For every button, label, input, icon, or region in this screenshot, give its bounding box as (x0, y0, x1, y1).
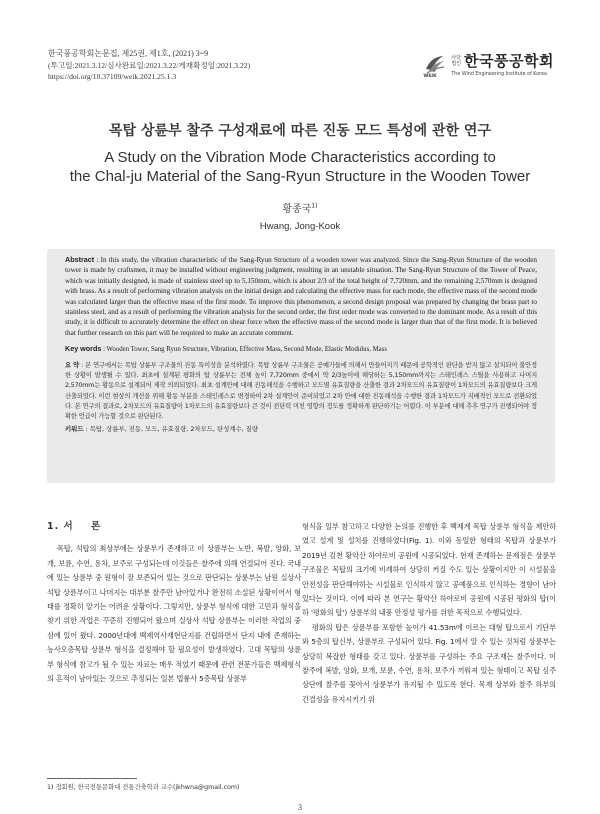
author-english: Hwang, Jong-Kook (259, 221, 341, 232)
abstract-text: : In this study, the vibration characteristic of the Sang-Ryun Structure of a wooden tower was analyzed. Since the Sang-Ryun Structure of the wooden tower is made by craftsmen, it may be installed without engineering judgment, resulting in an unstable situation. The Sang-Ryun Structure of the Tower of Peace, which was initially designed, is made of stainless steel up to 5,150mm, which is about 2/3 of the total height of 7,720mm, and the remaining 2,570mm is designed with brass. As a result of performing vibration analysis on the initial design and calculating the effective mass for each mode, the effective mass of the second mode was calculated larger than the effective mass of the first mode. To improve this phenomenon, a second design proposal was prepared by changing the brass part to stainless steel, and as a result of performing the vibration analysis for the second order, the first order mode was converted to the dominant mode. As a result of this study, it is difficult to accurately determine the effect on shear force when the effective mass of the second mode is larger than that of the first mode. It is believed that further research on this part will be required to make an accurate comment. (65, 256, 538, 337)
society-logo-block (423, 50, 554, 77)
journal-header (48, 48, 250, 83)
korean-keywords-text: : 목탑, 상륜부, 진동, 모드, 유효질량, 2차모드, 탄성계수, 질량 (85, 425, 259, 434)
society-english-name: The Wind Engineering Institute of Korea (451, 72, 547, 77)
body-column-right (302, 520, 556, 707)
section-title: 서 론 (63, 521, 102, 532)
footnote-divider (47, 778, 137, 779)
author-footnote-mark: 1) (311, 202, 318, 210)
society-abbr: WEIK (423, 74, 437, 79)
korean-keywords-label: 키워드 (65, 425, 84, 434)
journal-citation: 한국풍공학회논문집, 제25권, 제1호, (2021) 3~9 (48, 49, 209, 58)
society-korean-name: 한국풍공학회 (464, 52, 554, 70)
keywords-label: Key words (65, 344, 102, 354)
paper-title-korean: 목탑 상륜부 찰주 구성재료에 따른 진동 모드 특성에 관한 연구 (109, 123, 491, 139)
abstract-paragraph (65, 255, 537, 338)
section-heading-introduction (47, 520, 301, 534)
author-footnote: 1) 정회원, 한국전통문화대 전통건축학과 교수(jkhwna@gmail.com) (47, 784, 240, 791)
abstract-label: Abstract (65, 255, 95, 264)
abstract-box (47, 249, 555, 483)
body-column-left (47, 520, 301, 686)
corp-label: 사단 법인 (451, 54, 462, 67)
author-korean-name: 황종국 (282, 204, 312, 215)
doi-link[interactable]: https://doi.org/10.37109/weik.2021.25.1.3 (48, 72, 177, 81)
author-korean (0, 200, 600, 215)
title-en-line-1: A Study on the Vibration Mode Characteristics according to (104, 149, 496, 166)
keywords-text: : Wooden Tower, Sang Ryun Structure, Vibration, Effective Mass, Second Mode, Elastic Modulus, Mass (103, 346, 387, 354)
korean-keywords-line (65, 424, 537, 434)
korean-abstract-text: : 본 연구에서는 목탑 상륜부 구조물의 진동 특이성을 분석하였다. 목탑 상륜부 구조물은 공예가들에 의해서 만들어지기 때문에 공학적인 판단을 받지 않고 설치되어 불안정한 상황이 발생될 수 있다. 최초에 설계된 평화의 탑 상륜부는 전체 높이 7,720mm 중에서 약 2/3높이에 해당하는 5,150mm까지는 스테인레스 스틸을 사용하고 나머지 2,570mm는 황동으로 설계되어 제작 의뢰되었다. 최초 설계안에 대해 진동해석을 수행하고 모드별 유효질량을 산출한 결과 2차모드의 유효질량이 1차모드의 유효질량보다 크게 산출되었다. 이런 현상의 개선을 위해 황동 부분을 스테인레스로 변경하여 2차 설계안이 준비되었고 2차 안에 대한 진동해석을 수행한 결과 1차모드가 지배적인 모드로 전환되었다. 본 연구의 결과로, 2차모드의 유효질량이 1차모드의 유효질량보다 큰 것이 전단력 미친 영향의 정도를 정확하게 판단하기는 어렵다. 이 부분에 대해 추후 연구가 진행되어야 정확한 언급이 가능할 것으로 판단된다. (65, 362, 537, 421)
page-number: 3 (298, 803, 302, 812)
submission-dates: (투고일:2021.3.12/심사완료일:2021.3.22/게재확정일:2021.3.22) (48, 60, 251, 70)
title-en-line-2: the Chal-ju Material of the Sang-Ryun Structure in the Wooden Tower (69, 168, 531, 185)
korean-abstract-paragraph (65, 361, 537, 422)
body-paragraph: 목탑, 석탑의 최상부에는 상륜부가 존재하고 이 상륜부는 노반, 복발, 앙화, 보개, 보륜, 수연, 용차, 보주로 구성되는데 이것들은 찰주에 의해 연결되어 진다. 국내에 있는 상륜부 중 원형이 잘 보존되어 있는 것으로 판단되는 상륜부는 남원 실상사석탑 상륜부이고 나머지는 대부분 찰주만 남아있거나 완전히 소실된 상황이어서 형태를 정확히 알기는 어려운 상황이다. 그렇지만, 상륜부 형식에 대한 고민과 형식을 찾기 위한 작업은 꾸준히 진행되어 왔으며 실상사 석탑 상륜부는 이러한 작업의 중심에 있어 왔다. 2000년대에 백제역사재현단지를 건립하면서 단지 내에 존재하는 능사오층목탑 상륜부 형식을 결정해야 할 필요성이 발생하였다. 고대 목탑의 상륜부 형식에 참고가 될 수 있는 자료는 매우 적었기 때문에 관련 전문가들은 백제형식의 흔적이 남아있는 것으로 추정되는 일본 법륭사 5층목탑 상륜부 (47, 544, 301, 684)
body-paragraph: 형식을 일부 참고하고 다양한 논의를 진행한 후 백제계 목탑 상륜부 형식을 제안하였고 설계 및 설치를 진행하였다(Fig. 1). 이와 동일한 형태의 목탑과 상륜부가 2019년 김천 황악산 하야로비 공원에 시공되었다. 현재 존재하는 문제점은 상륜부 구조물은 목탑의 크기에 비례하여 상당히 커질 수도 있는 상황이지만 이 시설물을 안전성을 판단해야하는 시설물로 인식하지 않고 공예품으로 인식하는 경향이 남아있다는 것이다. 이에 따라 본 연구는 황악산 하야로비 공원에 시공된 평화의 탑(이하 '평화의 탑') 상륜부의 내풍 안정성 평가를 위한 목적으로 수행되었다. (302, 522, 556, 618)
korean-abstract-label: 요 약 (65, 362, 80, 370)
section-number: 1. (47, 521, 60, 532)
body-paragraph: 평화의 탑은 상륜부를 포함한 높이가 41.53m에 이르는 대형 탑으로서 기단부와 5층의 탑신부, 상륜부로 구성되어 있다. Fig. 1에서 알 수 있는 것처럼 상륜부는 상당히 복잡한 형태를 갖고 있다. 상륜부를 구성하는 주요 구조재는 찰주이다. 이 찰주에 복발, 앙화, 보개, 보륜, 수연, 용차, 보주가 끼워져 있는 형태이고 목탑 심주 상단에 찰주를 꽂아서 상륜부가 유지될 수 있도록 한다. 목재 상부와 찰주 하부의 긴결성을 유지시키기 위 (302, 622, 556, 704)
weik-logo-icon (423, 52, 447, 76)
keywords-line (65, 344, 537, 355)
paper-title-english (0, 148, 600, 186)
